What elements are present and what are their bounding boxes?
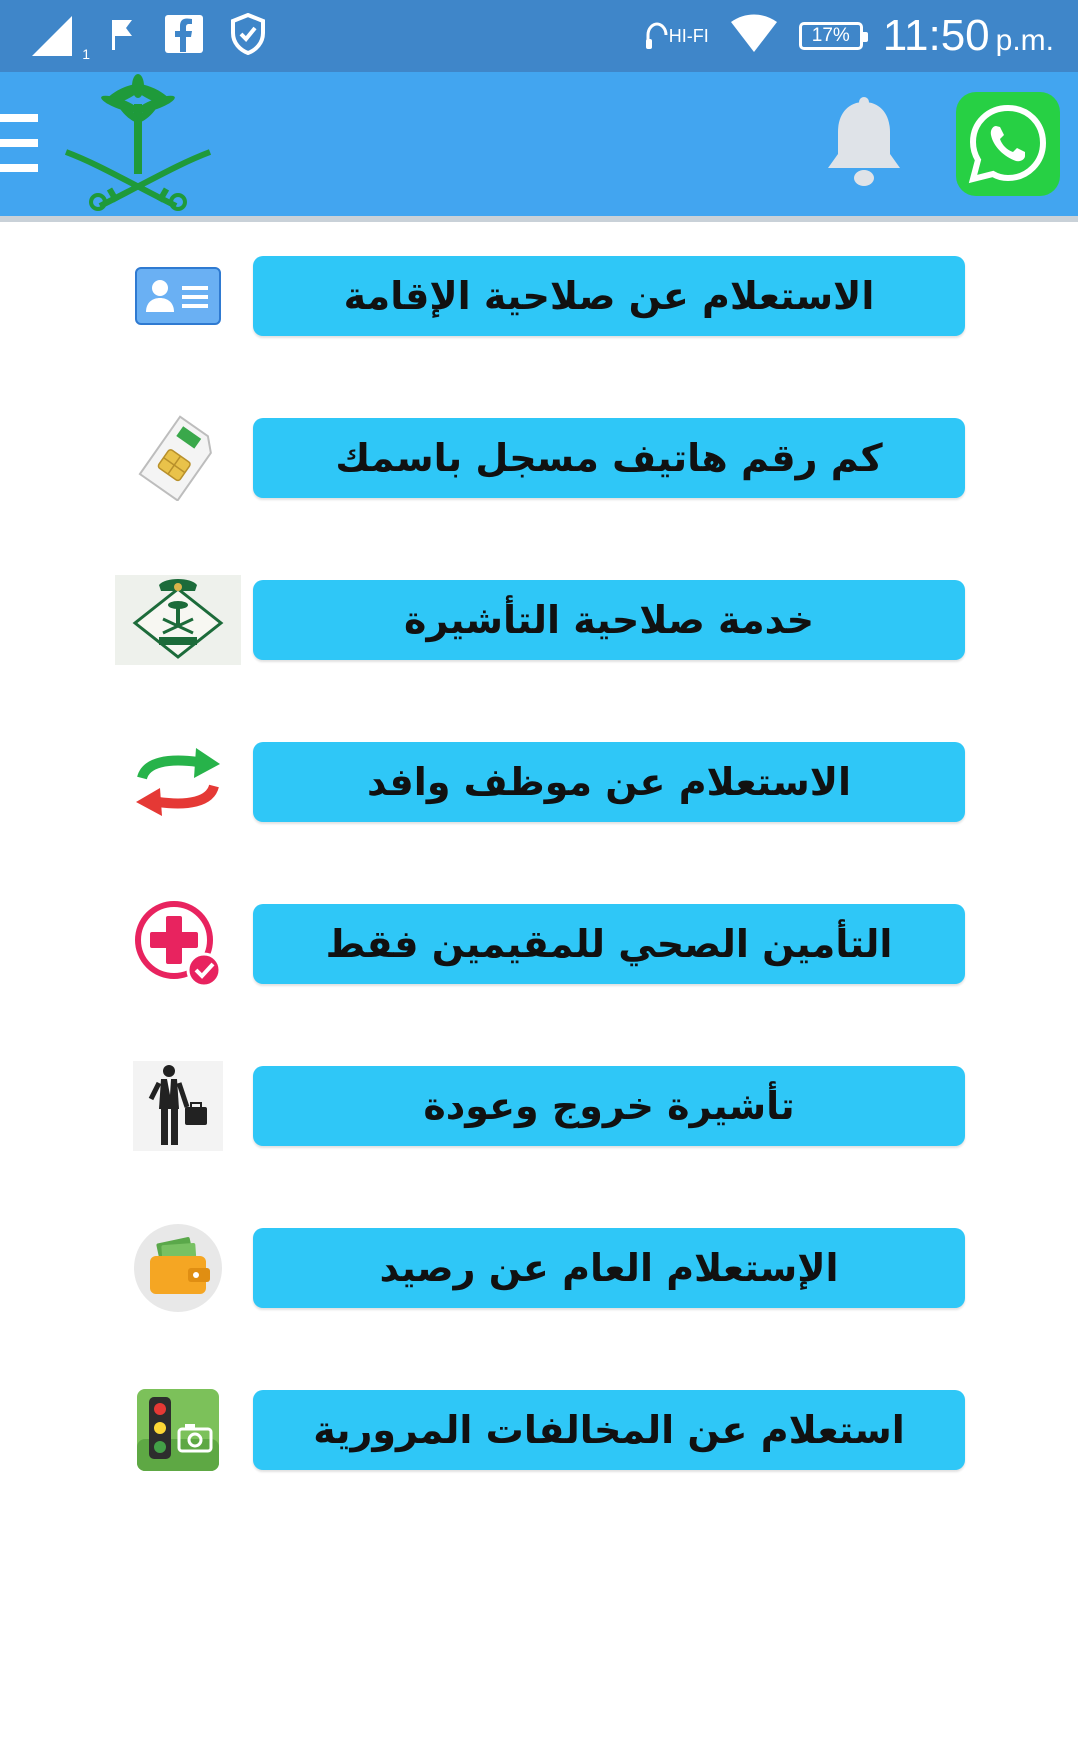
wifi-icon	[729, 14, 779, 58]
sim-card-icon	[115, 412, 241, 504]
list-item	[0, 1390, 1078, 1470]
passports-emblem-icon	[115, 574, 241, 666]
visa-validity-button[interactable]: خدمة صلاحية التأشيرة	[253, 580, 965, 660]
traffic-camera-icon	[115, 1384, 241, 1476]
list-item	[0, 904, 1078, 984]
expat-employee-inquiry-button[interactable]: الاستعلام عن موظف وافد	[253, 742, 965, 822]
wallet-icon	[115, 1222, 241, 1314]
status-right-icons	[645, 8, 1054, 64]
flag-notification-icon	[106, 16, 138, 56]
list-item	[0, 418, 1078, 498]
balance-inquiry-button[interactable]: الإستعلام العام عن رصيد	[253, 1228, 965, 1308]
app-bar	[0, 72, 1078, 222]
status-left-icons	[30, 12, 266, 60]
saudi-emblem-logo	[58, 74, 218, 214]
whatsapp-button[interactable]	[956, 92, 1060, 196]
facebook-icon	[164, 14, 204, 58]
notifications-bell-icon[interactable]	[822, 96, 906, 192]
clock: 11:50 p.m.	[882, 11, 1054, 60]
traffic-violations-button[interactable]: استعلام عن المخالفات المرورية	[253, 1390, 965, 1470]
list-item	[0, 742, 1078, 822]
hamburger-menu-icon[interactable]	[0, 114, 40, 172]
list-item	[0, 580, 1078, 660]
status-bar	[0, 0, 1078, 72]
list-item	[0, 256, 1078, 336]
shield-check-icon	[230, 13, 266, 59]
hifi-headphones-icon: HI-FI	[645, 21, 709, 51]
residency-validity-button[interactable]: الاستعلام عن صلاحية الإقامة	[253, 256, 965, 336]
id-card-icon	[115, 250, 241, 342]
cell-signal-icon: 1	[30, 14, 80, 58]
exit-reentry-visa-button[interactable]: تأشيرة خروج وعودة	[253, 1066, 965, 1146]
whatsapp-icon	[966, 102, 1050, 186]
medical-cross-icon	[115, 898, 241, 990]
list-item	[0, 1066, 1078, 1146]
transfer-arrows-icon	[115, 736, 241, 828]
registered-phones-button[interactable]: كم رقم هاتيف مسجل باسمك	[253, 418, 965, 498]
list-item	[0, 1228, 1078, 1308]
traveler-icon	[115, 1060, 241, 1152]
battery-indicator: 17%	[799, 22, 863, 50]
health-insurance-button[interactable]: التأمين الصحي للمقيمين فقط	[253, 904, 965, 984]
